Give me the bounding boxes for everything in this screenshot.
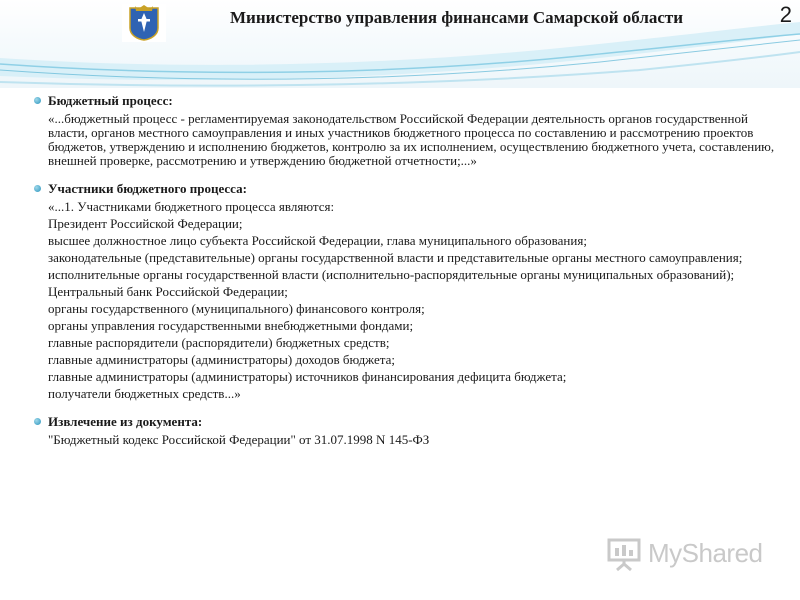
list-item: главные распорядители (распорядители) бюджетных средств; <box>48 335 390 350</box>
list-item: органы управления государственными внебюджетными фондами; <box>48 318 414 333</box>
section-heading-line <box>34 182 784 196</box>
section-budget-process <box>34 94 784 168</box>
section-paragraph: "Бюджетный кодекс Российской Федерации" от 31.07.1998 N 145-ФЗ <box>48 432 430 447</box>
list-item: Центральный банк Российской Федерации; <box>48 284 288 299</box>
section-heading-line <box>34 415 784 429</box>
list-item: законодательные (представительные) органы государственной власти и представительные органы местного самоуправления; <box>48 250 743 265</box>
page-title: Министерство управления финансами Самарской области <box>230 8 684 27</box>
watermark-text: MyShared <box>648 538 763 568</box>
slide-header <box>0 0 800 88</box>
section-heading: Участники бюджетного процесса: <box>48 181 247 196</box>
bullet-icon <box>34 185 41 192</box>
list-item: главные администраторы (администраторы) источников финансирования дефицита бюджета; <box>48 369 567 384</box>
slide-content <box>34 94 784 461</box>
list-item: высшее должностное лицо субъекта Российской Федерации, глава муниципального образования; <box>48 233 587 248</box>
section-paragraph: «...бюджетный процесс - регламентируемая законодательством Российской Федерации деятельность органов государственной власти, органов местного самоуправления и иных участников бюджетного процесса по составлению и рассмотрению проектов бюджетов, утверждению и исполнению бюджетов, контролю за их исполнением, осуществлению бюджетного учета, составлению, внешней проверке, рассмотрению и утверждению бюджетной отчетности;...» <box>48 111 775 168</box>
slide-number: 2 <box>779 2 792 27</box>
section-source <box>34 415 784 447</box>
list-item: Президент Российской Федерации; <box>48 216 243 231</box>
presentation-board-icon <box>606 536 642 572</box>
list-item: органы государственного (муниципального) финансового контроля; <box>48 301 425 316</box>
myshared-watermark <box>606 536 776 572</box>
bullet-icon <box>34 97 41 104</box>
samara-coat-of-arms-icon <box>122 4 166 42</box>
list-item: «...1. Участниками бюджетного процесса являются: <box>48 199 335 214</box>
list-item: главные администраторы (администраторы) доходов бюджета; <box>48 352 395 367</box>
list-item: исполнительные органы государственной власти (исполнительно-распорядительные органы муниципальных образований); <box>48 267 735 282</box>
list-item: получатели бюджетных средств...» <box>48 386 241 401</box>
section-participants <box>34 182 784 401</box>
section-heading-line <box>34 94 784 108</box>
section-heading: Извлечение из документа: <box>48 414 203 429</box>
bullet-icon <box>34 418 41 425</box>
section-heading: Бюджетный процесс: <box>48 93 173 108</box>
